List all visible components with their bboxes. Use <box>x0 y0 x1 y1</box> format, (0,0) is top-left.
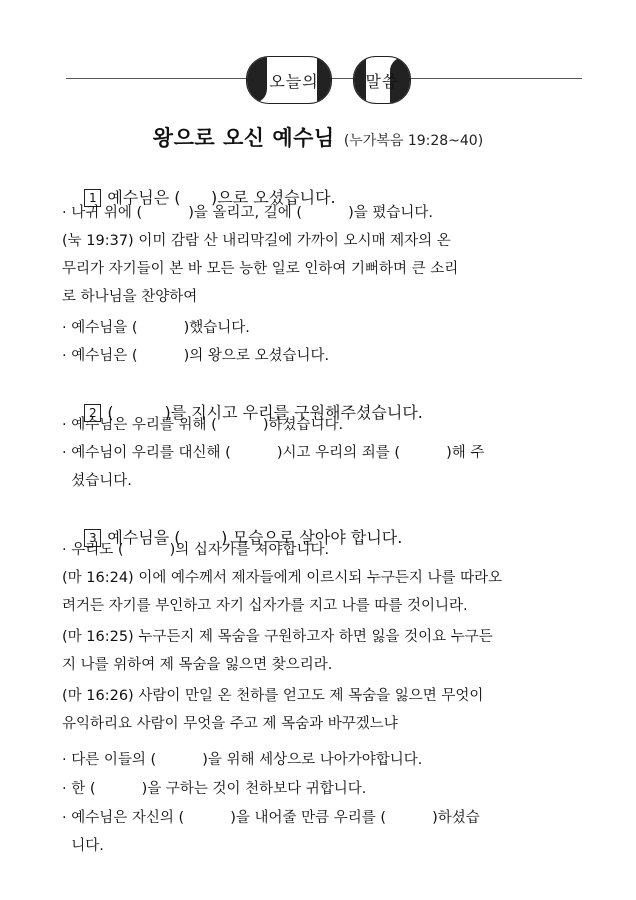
text-line: · 다른 이들의 ( )을 위해 세상으로 나아가야합니다. <box>62 752 423 768</box>
text-line: 로 하나님을 찬양하여 <box>62 289 198 305</box>
section-number: 1 <box>84 189 101 207</box>
section-number: 3 <box>84 529 101 547</box>
banner-left-text: 오늘의 <box>269 72 319 91</box>
text-line: 무리가 자기들이 본 바 모든 능한 일로 인하여 기뻐하며 큰 소리 <box>62 261 459 277</box>
text-line: 유익하리요 사람이 무엇을 주고 제 목숨과 바꾸겠느냐 <box>62 716 398 732</box>
header-banner <box>66 50 582 108</box>
text-line: (마 16:25) 누구든지 제 목숨을 구원하고자 하면 잃을 것이요 누구든 <box>62 629 493 645</box>
title-main: 왕으로 오신 예수님 <box>152 126 335 150</box>
heading-text: 예수님은 ( )으로 오셨습니다. <box>107 188 336 207</box>
section-number: 2 <box>84 404 101 422</box>
text-line: 려거든 자기를 부인하고 자기 십자가를 지고 나를 따를 것이니라. <box>62 598 468 614</box>
text-line: · 한 ( )을 구하는 것이 천하보다 귀합니다. <box>62 781 367 797</box>
text-line: (눅 19:37) 이미 감람 산 내리막길에 가까이 오시매 제자의 온 <box>62 233 451 249</box>
text-line: · 예수님은 ( )의 왕으로 오셨습니다. <box>62 348 330 364</box>
title-scripture-ref: (누가복음 19:28~40) <box>343 133 484 149</box>
text-line: · 예수님이 우리를 대신해 ( )시고 우리의 죄를 ( )해 주 <box>62 445 485 461</box>
text-line: 니다. <box>62 838 104 854</box>
text-line: 셨습니다. <box>62 473 132 489</box>
heading-text: 예수님을 ( ) 모습으로 살아야 합니다. <box>107 528 403 547</box>
text-line: · 예수님을 ( )했습니다. <box>62 320 250 336</box>
heading-text: ( )를 지시고 우리를 구원해주셨습니다. <box>107 403 423 422</box>
text-line: (마 16:24) 이에 예수께서 제자들에게 이르시되 누구든지 나를 따라오 <box>62 570 503 586</box>
banner-pill-right <box>353 56 411 104</box>
text-line: · 나귀 위에 ( )을 올리고, 길에 ( )을 폈습니다. <box>62 205 434 221</box>
text-line: 지 나를 위하여 제 목숨을 잃으면 찾으리라. <box>62 657 333 673</box>
text-line: · 우리도 ( )의 십자가를 져야합니다. <box>62 542 330 558</box>
text-line: (마 16:26) 사람이 만일 온 천하를 얻고도 제 목숨을 잃으면 무엇이 <box>62 688 484 704</box>
banner-right-text: 말씀 <box>365 72 399 91</box>
text-line: · 예수님은 우리를 위해 ( )하셨습니다. <box>62 417 344 433</box>
text-line: · 예수님은 자신의 ( )을 내어줄 만큼 우리를 ( )하셨습 <box>62 810 480 826</box>
page-title <box>0 122 636 152</box>
banner-pill-left <box>246 56 332 104</box>
